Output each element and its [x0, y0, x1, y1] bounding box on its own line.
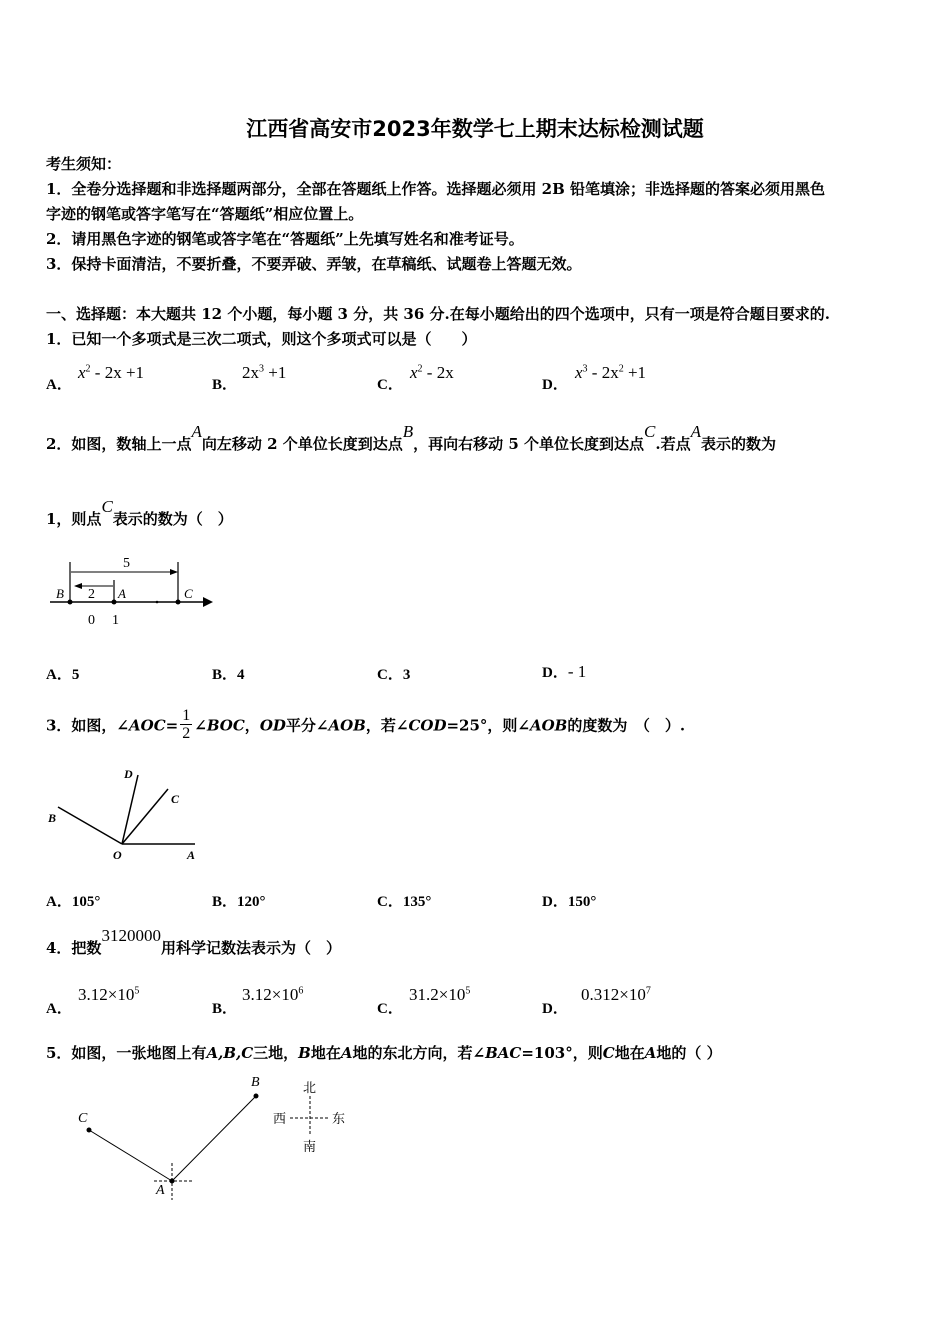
- q3-stem: 3．如图，∠AOC= $\frac{1}{2}$ ∠BOC，OD平分∠AOB，若∠COD=25°，则∠AOB的度数为 （ ）.: [46, 707, 686, 742]
- label-1: 1: [112, 613, 119, 628]
- label-c: C: [184, 586, 193, 601]
- notice-line-3: 3．保持卡面清洁，不要折叠，不要弄破、弄皱，在草稿纸、试题卷上答题无效。: [46, 255, 582, 273]
- q1-option-d-label: D．: [542, 377, 568, 393]
- point-b: [254, 1094, 259, 1099]
- number-line-figure: [45, 550, 220, 630]
- label-5: 5: [123, 556, 130, 571]
- compass-west: 西: [273, 1112, 287, 1127]
- section-heading: 一、选择题：本大题共 12 个小题，每小题 3 分，共 36 分.在每小题给出的四个选项中，只有一项是符合题目要求的.: [46, 305, 830, 323]
- q4-option-d-label: D．: [542, 1001, 568, 1017]
- notice-line-2: 2．请用黑色字迹的钢笔或答字笔在“答题纸”上先填写姓名和准考证号。: [46, 230, 524, 248]
- q4-option-c-label: C．: [377, 1001, 403, 1017]
- q4-option-d-expr: $0.312\times 10^7$: [581, 985, 651, 1004]
- q5-stem: 5．如图，一张地图上有A,B,C三地，B地在A地的东北方向，若∠BAC=103°，则C地在A地的（ ）: [46, 1044, 722, 1062]
- map-figure: [70, 1070, 360, 1210]
- segment-ab: [172, 1096, 256, 1181]
- q4-option-b-label: B．: [212, 1001, 238, 1017]
- label-b: B: [56, 586, 64, 601]
- compass-east: 东: [332, 1112, 346, 1127]
- q1-option-a-expr: $x^2 - 2x +1$: [78, 363, 145, 382]
- q3-option-b: B．120°: [212, 894, 266, 910]
- tick-dot: [156, 601, 159, 604]
- span-arrow-2-head: [74, 583, 82, 589]
- q3-option-d: D．150°: [542, 894, 597, 910]
- point-b: [68, 600, 73, 605]
- q2-option-a: A．5: [46, 667, 80, 683]
- q4-option-a-expr: $3.12\times 10^5$: [78, 985, 140, 1004]
- q2-option-d: D．- 1: [542, 662, 587, 681]
- q2-option-b: B．4: [212, 667, 245, 683]
- fraction-one-half: $\frac{1}{2}$: [182, 707, 191, 742]
- notice-line-1a: 1．全卷分选择题和非选择题两部分，全部在答题纸上作答。选择题必须用 2B 铅笔填涂；非选择题的答案必须用黑色: [46, 180, 826, 198]
- q1-option-c-label: C．: [377, 377, 403, 393]
- span-arrow-5-head: [170, 569, 178, 575]
- q2-stem: 2．如图，数轴上一点A向左移动 2 个单位长度到达点B，再向右移动 5 个单位长度到达点C.若点A表示的数为: [46, 422, 776, 453]
- q4-option-c-expr: $31.2\times 10^5$: [409, 985, 471, 1004]
- q4-option-a-label: A．: [46, 1001, 72, 1017]
- label-b: B: [251, 1075, 260, 1090]
- point-a: [170, 1179, 175, 1184]
- segment-ac: [89, 1130, 172, 1181]
- q1-option-c-expr: $x^2 - 2x$: [410, 363, 454, 382]
- label-a: A: [187, 848, 196, 862]
- q1-option-b-expr: $2x^3 +1$: [242, 363, 287, 382]
- label-o: O: [113, 848, 122, 862]
- page-title: 江西省高安市2023年数学七上期末达标检测试题: [246, 117, 704, 141]
- q4-stem: 4．把数3120000用科学记数法表示为（ ）: [46, 926, 341, 957]
- q1-stem: 1．已知一个多项式是三次二项式，则这个多项式可以是（ ）: [46, 330, 477, 348]
- point-c: [87, 1128, 92, 1133]
- label-a: A: [156, 1183, 165, 1198]
- number-line-arrowhead: [203, 597, 213, 607]
- q2-option-c: C．3: [377, 667, 411, 683]
- q1-option-a-label: A．: [46, 377, 72, 393]
- ray-ob: [58, 807, 122, 844]
- q4-option-b-expr: $3.12\times 10^6$: [242, 985, 304, 1004]
- q3-option-c: C．135°: [377, 894, 432, 910]
- label-a: A: [118, 586, 126, 601]
- label-b: B: [48, 811, 57, 825]
- q2-stem-line-2: 1，则点C表示的数为（ ）: [46, 497, 233, 528]
- notice-line-1b: 字迹的钢笔或答字笔写在“答题纸”相应位置上。: [46, 205, 364, 223]
- q1-option-b-label: B．: [212, 377, 238, 393]
- label-0: 0: [88, 613, 95, 628]
- label-c: C: [78, 1111, 88, 1126]
- q3-option-a: A．105°: [46, 894, 101, 910]
- label-2: 2: [88, 587, 95, 602]
- point-a: [112, 600, 117, 605]
- angle-figure: [45, 765, 205, 865]
- compass-north: 北: [303, 1081, 317, 1096]
- point-c: [176, 600, 181, 605]
- label-d: D: [124, 767, 133, 781]
- compass-south: 南: [303, 1140, 317, 1155]
- q1-option-d-expr: $x^3 - 2x^2 +1$: [575, 363, 647, 382]
- label-c: C: [171, 792, 180, 806]
- notice-heading: 考生须知：: [46, 155, 122, 173]
